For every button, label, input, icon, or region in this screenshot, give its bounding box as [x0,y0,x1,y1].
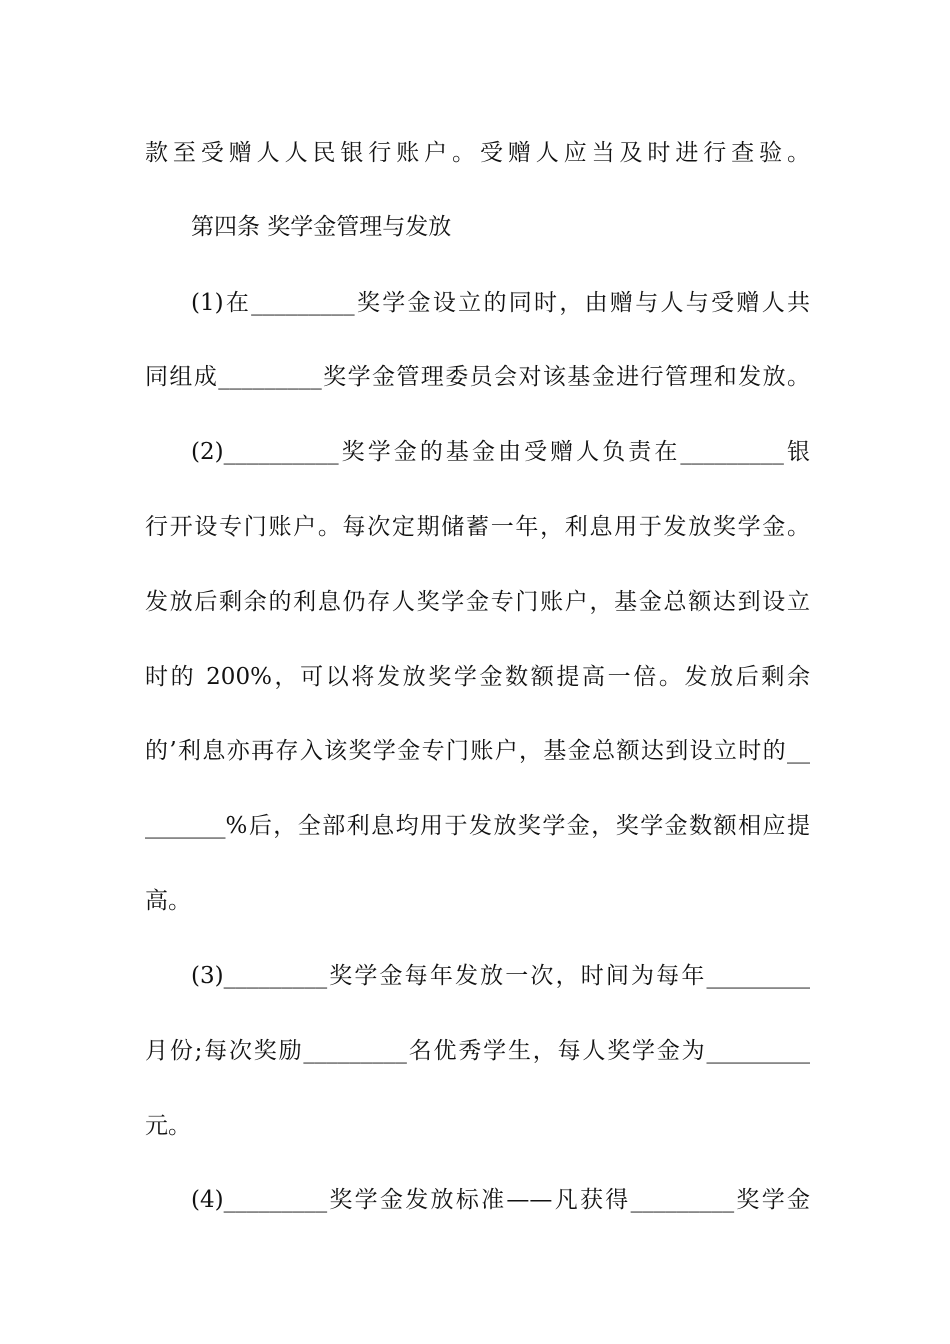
paragraph-line: 同组成_________奖学金管理委员会对该基金进行管理和发放。 [145,364,810,390]
paragraph-line: _______%后，全部利息均用于发放奖学金，奖学金数额相应提 [145,813,810,839]
paragraph-line: (2)__________奖学金的基金由受赠人负责在_________银 [191,439,810,465]
paragraph-line: (3)_________奖学金每年发放一次，时间为每年_________ [191,963,810,989]
paragraph-line: 高。 [145,888,191,914]
paragraph-line: 时的 200%，可以将发放奖学金数额提高一倍。发放后剩余 [145,664,810,690]
paragraph-line: 款至受赠人人民银行账户。受赠人应当及时进行查验。 [145,140,810,166]
paragraph-line: (4)_________奖学金发放标准——凡获得_________奖学金 [191,1187,810,1213]
paragraph-line: 元。 [145,1113,191,1139]
paragraph-line: 发放后剩余的利息仍存人奖学金专门账户，基金总额达到设立 [145,589,810,615]
paragraph-line: 行开设专门账户。每次定期储蓄一年，利息用于发放奖学金。 [145,514,810,540]
section-heading: 第四条 奖学金管理与发放 [191,214,452,240]
paragraph-line: (1)在_________奖学金设立的同时，由赠与人与受赠人共 [191,290,810,316]
paragraph-line: 月份;每次奖励_________名优秀学生，每人奖学金为_________ [145,1038,810,1064]
paragraph-line: 的’利息亦再存入该奖学金专门账户，基金总额达到设立时的__ [145,738,810,764]
